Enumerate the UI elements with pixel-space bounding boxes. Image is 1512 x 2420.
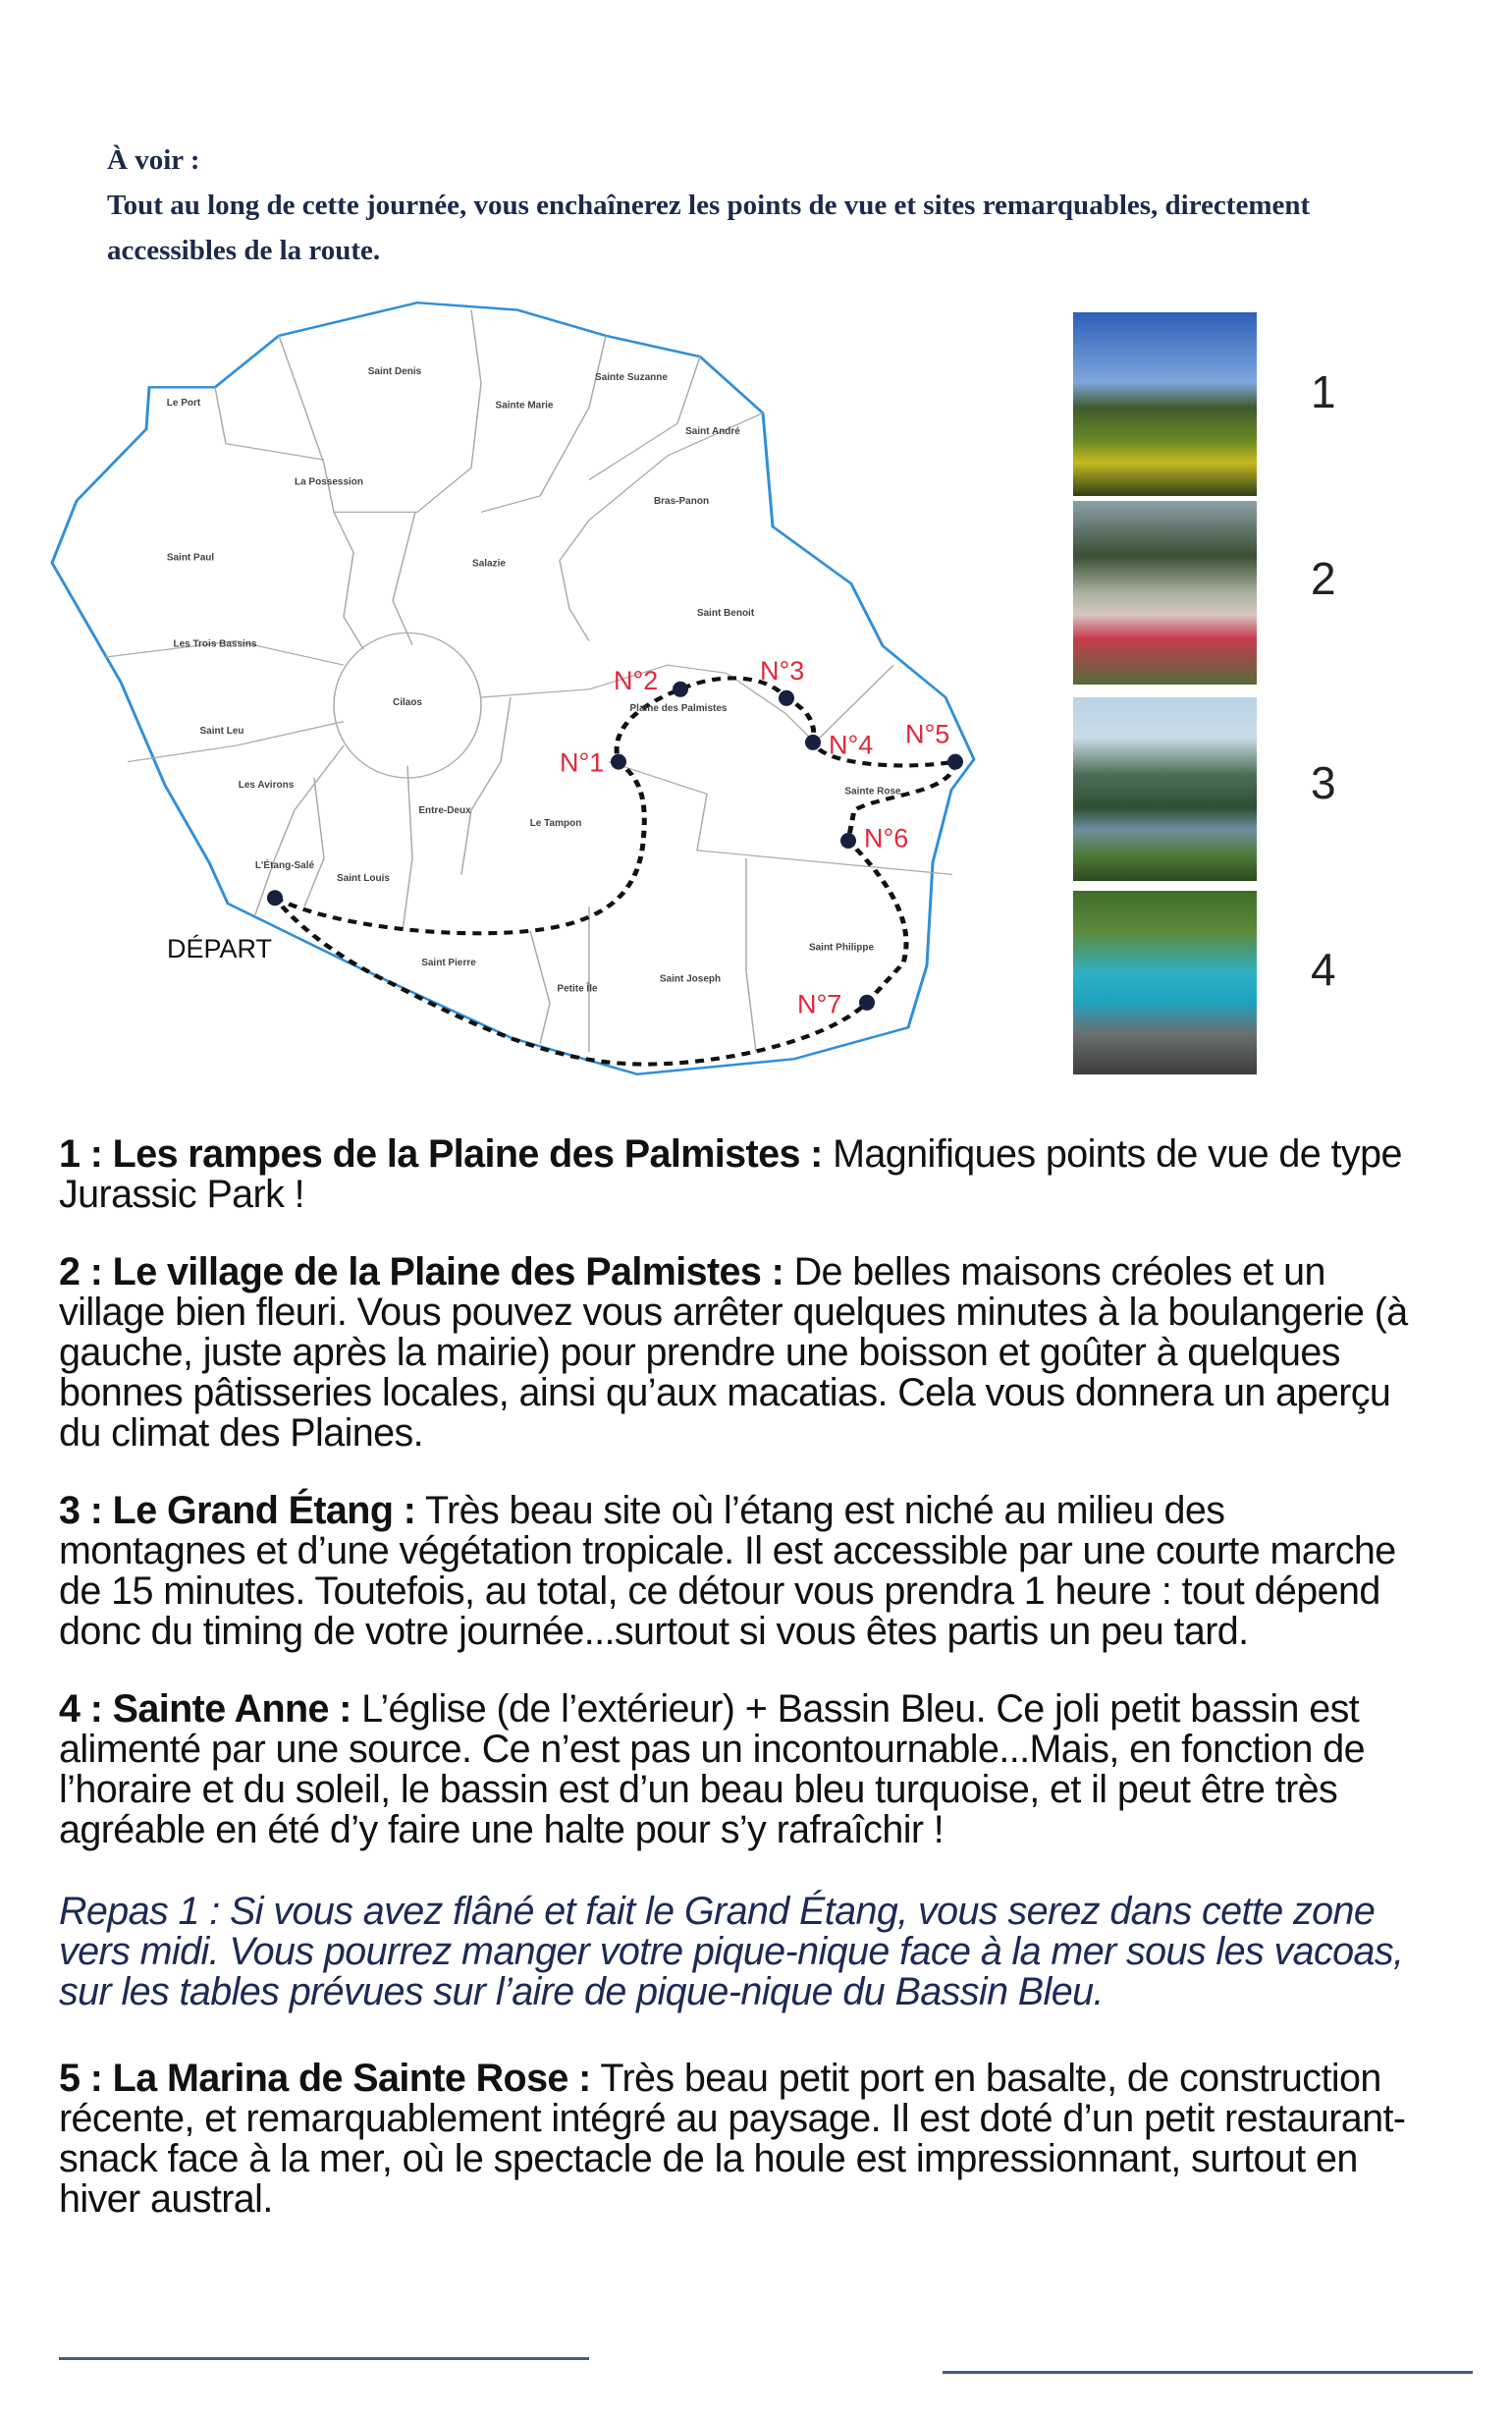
start-dot bbox=[267, 890, 283, 906]
commune-label: Les Avirons bbox=[238, 779, 295, 791]
commune-label: Plaine des Palmistes bbox=[629, 702, 728, 714]
commune-label: Salazie bbox=[472, 558, 506, 570]
meal-note: Repas 1 : Si vous avez flâné et fait le Grand Étang, vous serez dans cette zone vers midi. Vous pourrez manger votre pique-nique face à la mer sous les vacoas, sur les tables prévues sur l’aire de pique-nique du Bassin Bleu. bbox=[59, 1890, 1404, 2013]
section-text: Très beau petit port en basalte, de construction récente, et remarquablement intégré au paysage. Il est doté d’un petit restaurant-snack face à la mer, où le spectacle de la houle est impressionnant, surtout en hiver austral. bbox=[59, 2057, 1406, 2221]
photo-number: 4 bbox=[1311, 944, 1336, 995]
section-title: 4 : Sainte Anne : bbox=[59, 1687, 351, 1731]
commune-label: La Possession bbox=[294, 476, 364, 488]
section-text: Très beau site où l’étang est niché au milieu des montagnes et d’une végétation tropicale. Il est accessible par une courte marche de 15 minutes. Toutefois, au total, ce détour vous prendra 1 heure : tout dépend donc du timing de votre journée...surtout si vous êtes partis un peu tard. bbox=[59, 1489, 1396, 1653]
commune-label: Cilaos bbox=[392, 697, 423, 709]
commune-label: Saint Leu bbox=[199, 725, 244, 737]
commune-label: Bras-Panon bbox=[653, 496, 710, 508]
lake-photo bbox=[1073, 697, 1257, 881]
photo-number: 1 bbox=[1311, 366, 1336, 417]
divider-right bbox=[943, 2371, 1473, 2374]
commune-label: Sainte Marie bbox=[495, 400, 554, 412]
stop-label: N°4 bbox=[829, 730, 874, 760]
intro bbox=[107, 138, 1442, 273]
commune-label: Saint Benoit bbox=[696, 608, 755, 620]
section-title: 3 : Le Grand Étang : bbox=[59, 1489, 416, 1532]
section-title: 1 : Les rampes de la Plaine des Palmistes : bbox=[59, 1132, 823, 1176]
section-5 bbox=[59, 2059, 1419, 2220]
section-text: L’église (de l’extérieur) + Bassin Bleu. Ce joli petit bassin est alimenté par une source. Ce n’est pas un incontournable...Mais, en fonction de l’horaire et du soleil, le bassin est d’un beau bleu turquoise, et il peut être très agréable en été d’y faire une halte pour s’y rafraîchir ! bbox=[59, 1687, 1365, 1851]
commune-label: Entre-Deux bbox=[418, 805, 471, 817]
stop-dot bbox=[673, 682, 688, 697]
section-text: Magnifiques points de vue de type Jurassic Park ! bbox=[59, 1132, 1402, 1216]
commune-label: L'Étang-Salé bbox=[254, 859, 315, 871]
stop-label: N°6 bbox=[864, 823, 909, 853]
section-text: De belles maisons créoles et un village bien fleuri. Vous pouvez vous arrêter quelques minutes à la boulangerie (à gauche, juste après la mairie) pour prendre une boisson et goûter à quelques bonnes pâtisseries locales, ainsi qu’aux macatias. Cela vous donnera un aperçu du climat des Plaines. bbox=[59, 1250, 1408, 1455]
village-photo bbox=[1073, 501, 1257, 685]
commune-label: Sainte Suzanne bbox=[595, 371, 668, 383]
stop-label: N°1 bbox=[560, 747, 605, 778]
stop-dot bbox=[779, 690, 794, 706]
section-1 bbox=[59, 1134, 1419, 1215]
photo-number: 3 bbox=[1311, 757, 1336, 808]
commune-label: Saint Paul bbox=[166, 552, 215, 564]
section-4 bbox=[59, 1689, 1419, 1850]
section-title: 2 : Le village de la Plaine des Palmistes : bbox=[59, 1250, 784, 1293]
commune-label: Saint Joseph bbox=[659, 973, 722, 985]
section-2 bbox=[59, 1252, 1419, 1454]
stop-label: N°3 bbox=[760, 656, 805, 686]
commune-label: Saint Denis bbox=[367, 366, 422, 378]
stop-dot bbox=[840, 833, 856, 849]
intro-heading: À voir : bbox=[107, 144, 200, 176]
stop-dot bbox=[947, 754, 963, 770]
stop-dot bbox=[611, 754, 626, 770]
photo-number: 2 bbox=[1311, 553, 1336, 604]
section-title: 5 : La Marina de Sainte Rose : bbox=[59, 2057, 591, 2100]
commune-label: Les Trois Bassins bbox=[173, 638, 257, 650]
reunion-route-map bbox=[39, 295, 1021, 1100]
turquoise-pool-photo bbox=[1073, 891, 1257, 1074]
commune-label: Saint Philippe bbox=[808, 942, 875, 954]
stop-dot bbox=[859, 995, 875, 1011]
intro-text: Tout au long de cette journée, vous enchaînerez les points de vue et sites remarquables, directement accessibles de la route. bbox=[107, 190, 1311, 266]
itinerary-text bbox=[59, 1134, 1419, 2257]
stop-label: N°5 bbox=[905, 719, 950, 749]
commune-label: Saint Pierre bbox=[421, 958, 476, 969]
divider-left bbox=[59, 2357, 589, 2360]
commune-label: Petite Île bbox=[557, 983, 598, 995]
start-label: DÉPART bbox=[167, 933, 273, 963]
commune-label: Sainte Rose bbox=[844, 786, 901, 798]
stop-label: N°7 bbox=[797, 989, 842, 1019]
commune-label: Le Port bbox=[166, 398, 201, 410]
stop-label: N°2 bbox=[614, 665, 659, 695]
section-3 bbox=[59, 1491, 1419, 1652]
commune-label: Saint André bbox=[685, 425, 740, 437]
stop-dot bbox=[805, 735, 821, 750]
commune-label: Le Tampon bbox=[529, 818, 582, 830]
mountain-viewpoint-photo bbox=[1073, 312, 1257, 496]
commune-label: Saint Louis bbox=[337, 873, 390, 884]
